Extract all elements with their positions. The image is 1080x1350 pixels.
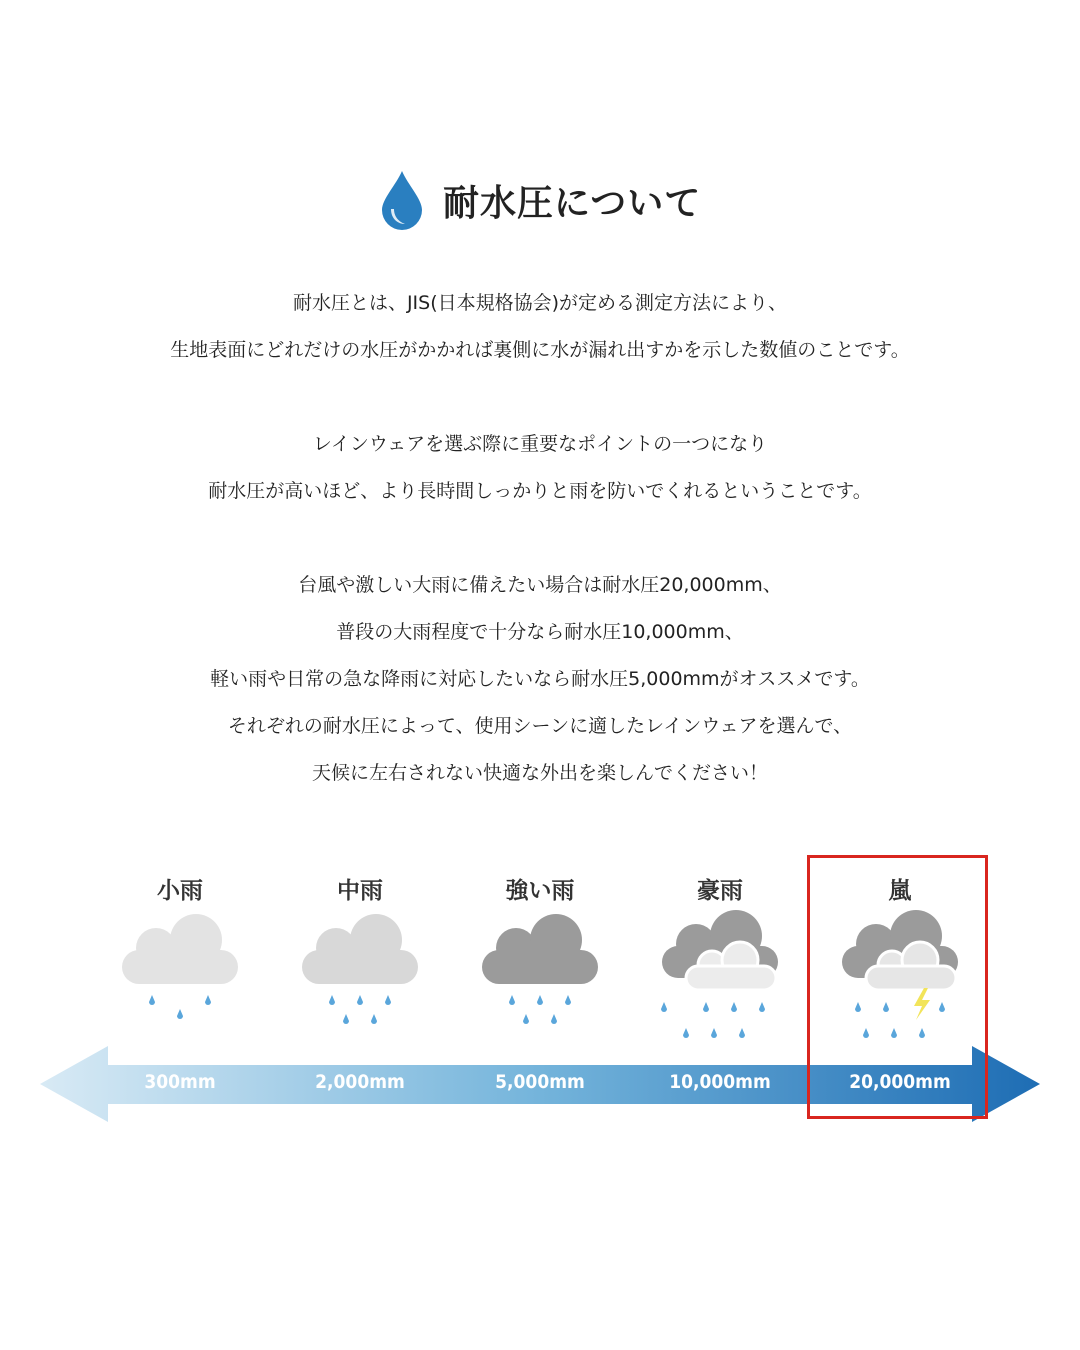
paragraph bbox=[0, 562, 1080, 797]
text-line: それぞれの耐水圧によって、使用シーンに適したレインウェアを選んで、 bbox=[227, 715, 853, 737]
level-name: 強い雨 bbox=[505, 878, 575, 904]
text-line: 普段の大雨程度で十分なら耐水圧10,000mm、 bbox=[336, 621, 744, 643]
level-heavy-rain bbox=[450, 850, 630, 1050]
text-line: 軽い雨や日常の急な降雨に対応したいなら耐水圧5,000mmがオススメです。 bbox=[210, 668, 870, 690]
level-downpour bbox=[630, 850, 810, 1050]
level-name: 中雨 bbox=[337, 878, 383, 904]
text-line: 天候に左右されない快適な外出を楽しんでください！ bbox=[311, 762, 768, 784]
text-line: 耐水圧とは、JIS(日本規格協会)が定める測定方法により、 bbox=[292, 292, 788, 314]
light-rain-cloud-icon bbox=[110, 910, 250, 1030]
level-mm-label: 300mm bbox=[144, 1071, 216, 1093]
text-line: 生地表面にどれだけの水圧がかかれば裏側に水が漏れ出すかを示した数値のことです。 bbox=[170, 339, 910, 361]
level-mm-label: 10,000mm bbox=[669, 1071, 771, 1093]
paragraph bbox=[0, 280, 1080, 374]
description bbox=[0, 280, 1080, 844]
text-line: 耐水圧が高いほど、より長時間しっかりと雨を防いでくれるということです。 bbox=[208, 480, 872, 502]
moderate-rain-cloud-icon bbox=[290, 910, 430, 1040]
heavy-rain-cloud-icon bbox=[470, 910, 610, 1040]
section-header bbox=[0, 165, 1080, 235]
page-title: 耐水圧について bbox=[443, 183, 702, 224]
level-moderate-rain bbox=[270, 850, 450, 1050]
water-drop-icon bbox=[378, 169, 426, 231]
level-name: 豪雨 bbox=[697, 878, 743, 904]
level-name: 嵐 bbox=[888, 878, 912, 904]
level-mm-label: 5,000mm bbox=[495, 1071, 585, 1093]
paragraph bbox=[0, 421, 1080, 515]
level-mm-label: 2,000mm bbox=[315, 1071, 405, 1093]
level-mm-label: 20,000mm bbox=[849, 1071, 951, 1093]
storm-highlight-box bbox=[807, 855, 988, 1119]
text-line: レインウェアを選ぶ際に重要なポイントの一つになり bbox=[312, 433, 768, 455]
level-name: 小雨 bbox=[157, 878, 203, 904]
downpour-cloud-icon bbox=[650, 910, 790, 1050]
level-light-rain bbox=[90, 850, 270, 1050]
text-line: 台風や激しい大雨に備えたい場合は耐水圧20,000mm、 bbox=[298, 574, 782, 596]
